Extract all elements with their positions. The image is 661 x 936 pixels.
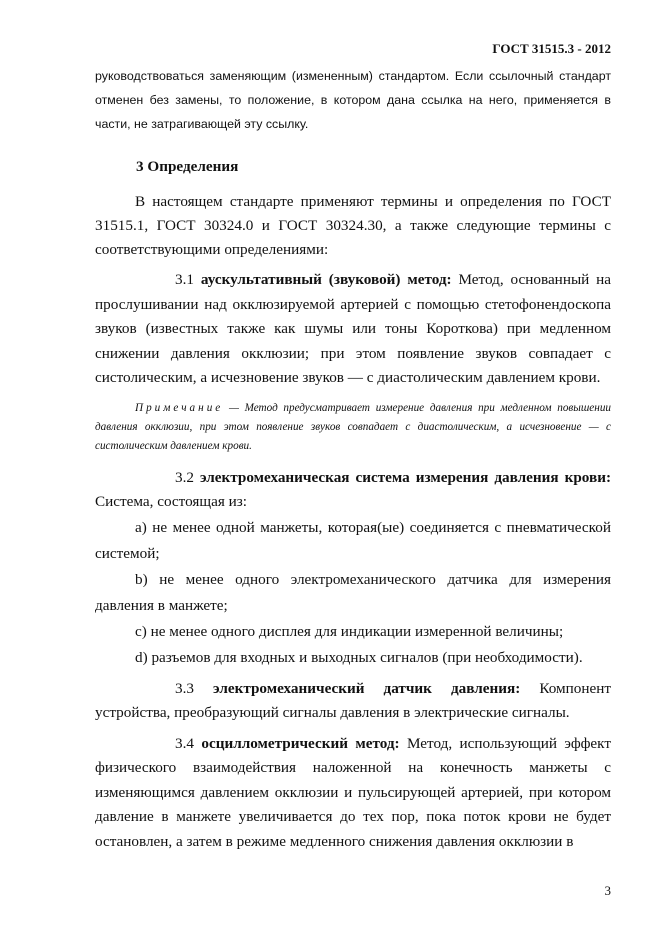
term-name: электромеханическая система измерения давления крови: [199,468,612,486]
term-number: 3.3 [175,679,194,697]
term-number: 3.4 [175,734,194,752]
definition-3-2 [95,466,611,515]
section-lead-paragraph: В настоящем стандарте применяют термины и определения по ГОСТ 31515.1, ГОСТ 30324.0 и ГОСТ 30324.30, а также следующие термины с соответствующими определениями: [95,193,611,258]
list-item: а) не менее одной манжеты, которая(ые) соединяется с пневматической системой; [95,518,611,562]
list-item: с) не менее одного дисплея для индикации измеренной величины; [135,622,564,640]
term-definition: Метод, использующий эффект физического взаимодействия наложенной на конечность манжеты с изменяющимся давлением окклюзии и пульсирующей артерией, при котором давление в манжете увеличивается до тех пор, пока поток крови не будет остановлен, а затем в режиме медленного снижения давления окклюзии в [95,734,611,850]
term-definition: Метод, основанный на прослушивании над окклюзируемой артерией с помощью стетофонендоскопа звуков (известных также как шумы или тоны Короткова) при медленном снижении давления окклюзии; при этом появление звуков совпадает с систолическим, а исчезновение звуков — с диастолическим давлением крови. [95,271,612,386]
definition-note [95,399,611,456]
term-definition: Компонент устройства, преобразующий сигналы давления в электрические сигналы. [95,679,611,721]
term-name: осциллометрический метод: [201,734,400,752]
section-heading: 3 Определения [136,158,239,175]
term-definition: Система, состоящая из: [95,493,247,510]
definition-3-1 [95,268,611,391]
definition-3-3 [95,677,611,726]
page-number: 3 [604,883,611,898]
note-label: Примечание [135,401,224,414]
definition-3-4 [95,732,611,855]
document-header: ГОСТ 31515.3 - 2012 [492,41,611,56]
term-name: электромеханический датчик давления: [213,679,521,697]
term-number: 3.2 [175,468,194,486]
intro-paragraph: руководствоваться заменяющим (измененным) стандартом. Если ссылочный стандарт отменен без замены, то положение, в котором дана ссылка на него, применяется в части, не затрагивающей эту ссылку. [95,69,611,131]
list-item: d) разъемов для входных и выходных сигналов (при необходимости). [135,648,583,666]
list-item: b) не менее одного электромеханического датчика для измерения давления в манжете; [95,570,611,614]
term-number: 3.1 [175,271,194,288]
definitions-body [95,190,611,854]
note-text: — Метод предусматривает измерение давления при медленном повышении давления окклюзии, при этом появление звуков совпадает с диастолическим, а исчезновение — с систолическим давлением крови. [95,401,612,452]
term-name: аускультативный (звуковой) метод: [200,271,452,288]
